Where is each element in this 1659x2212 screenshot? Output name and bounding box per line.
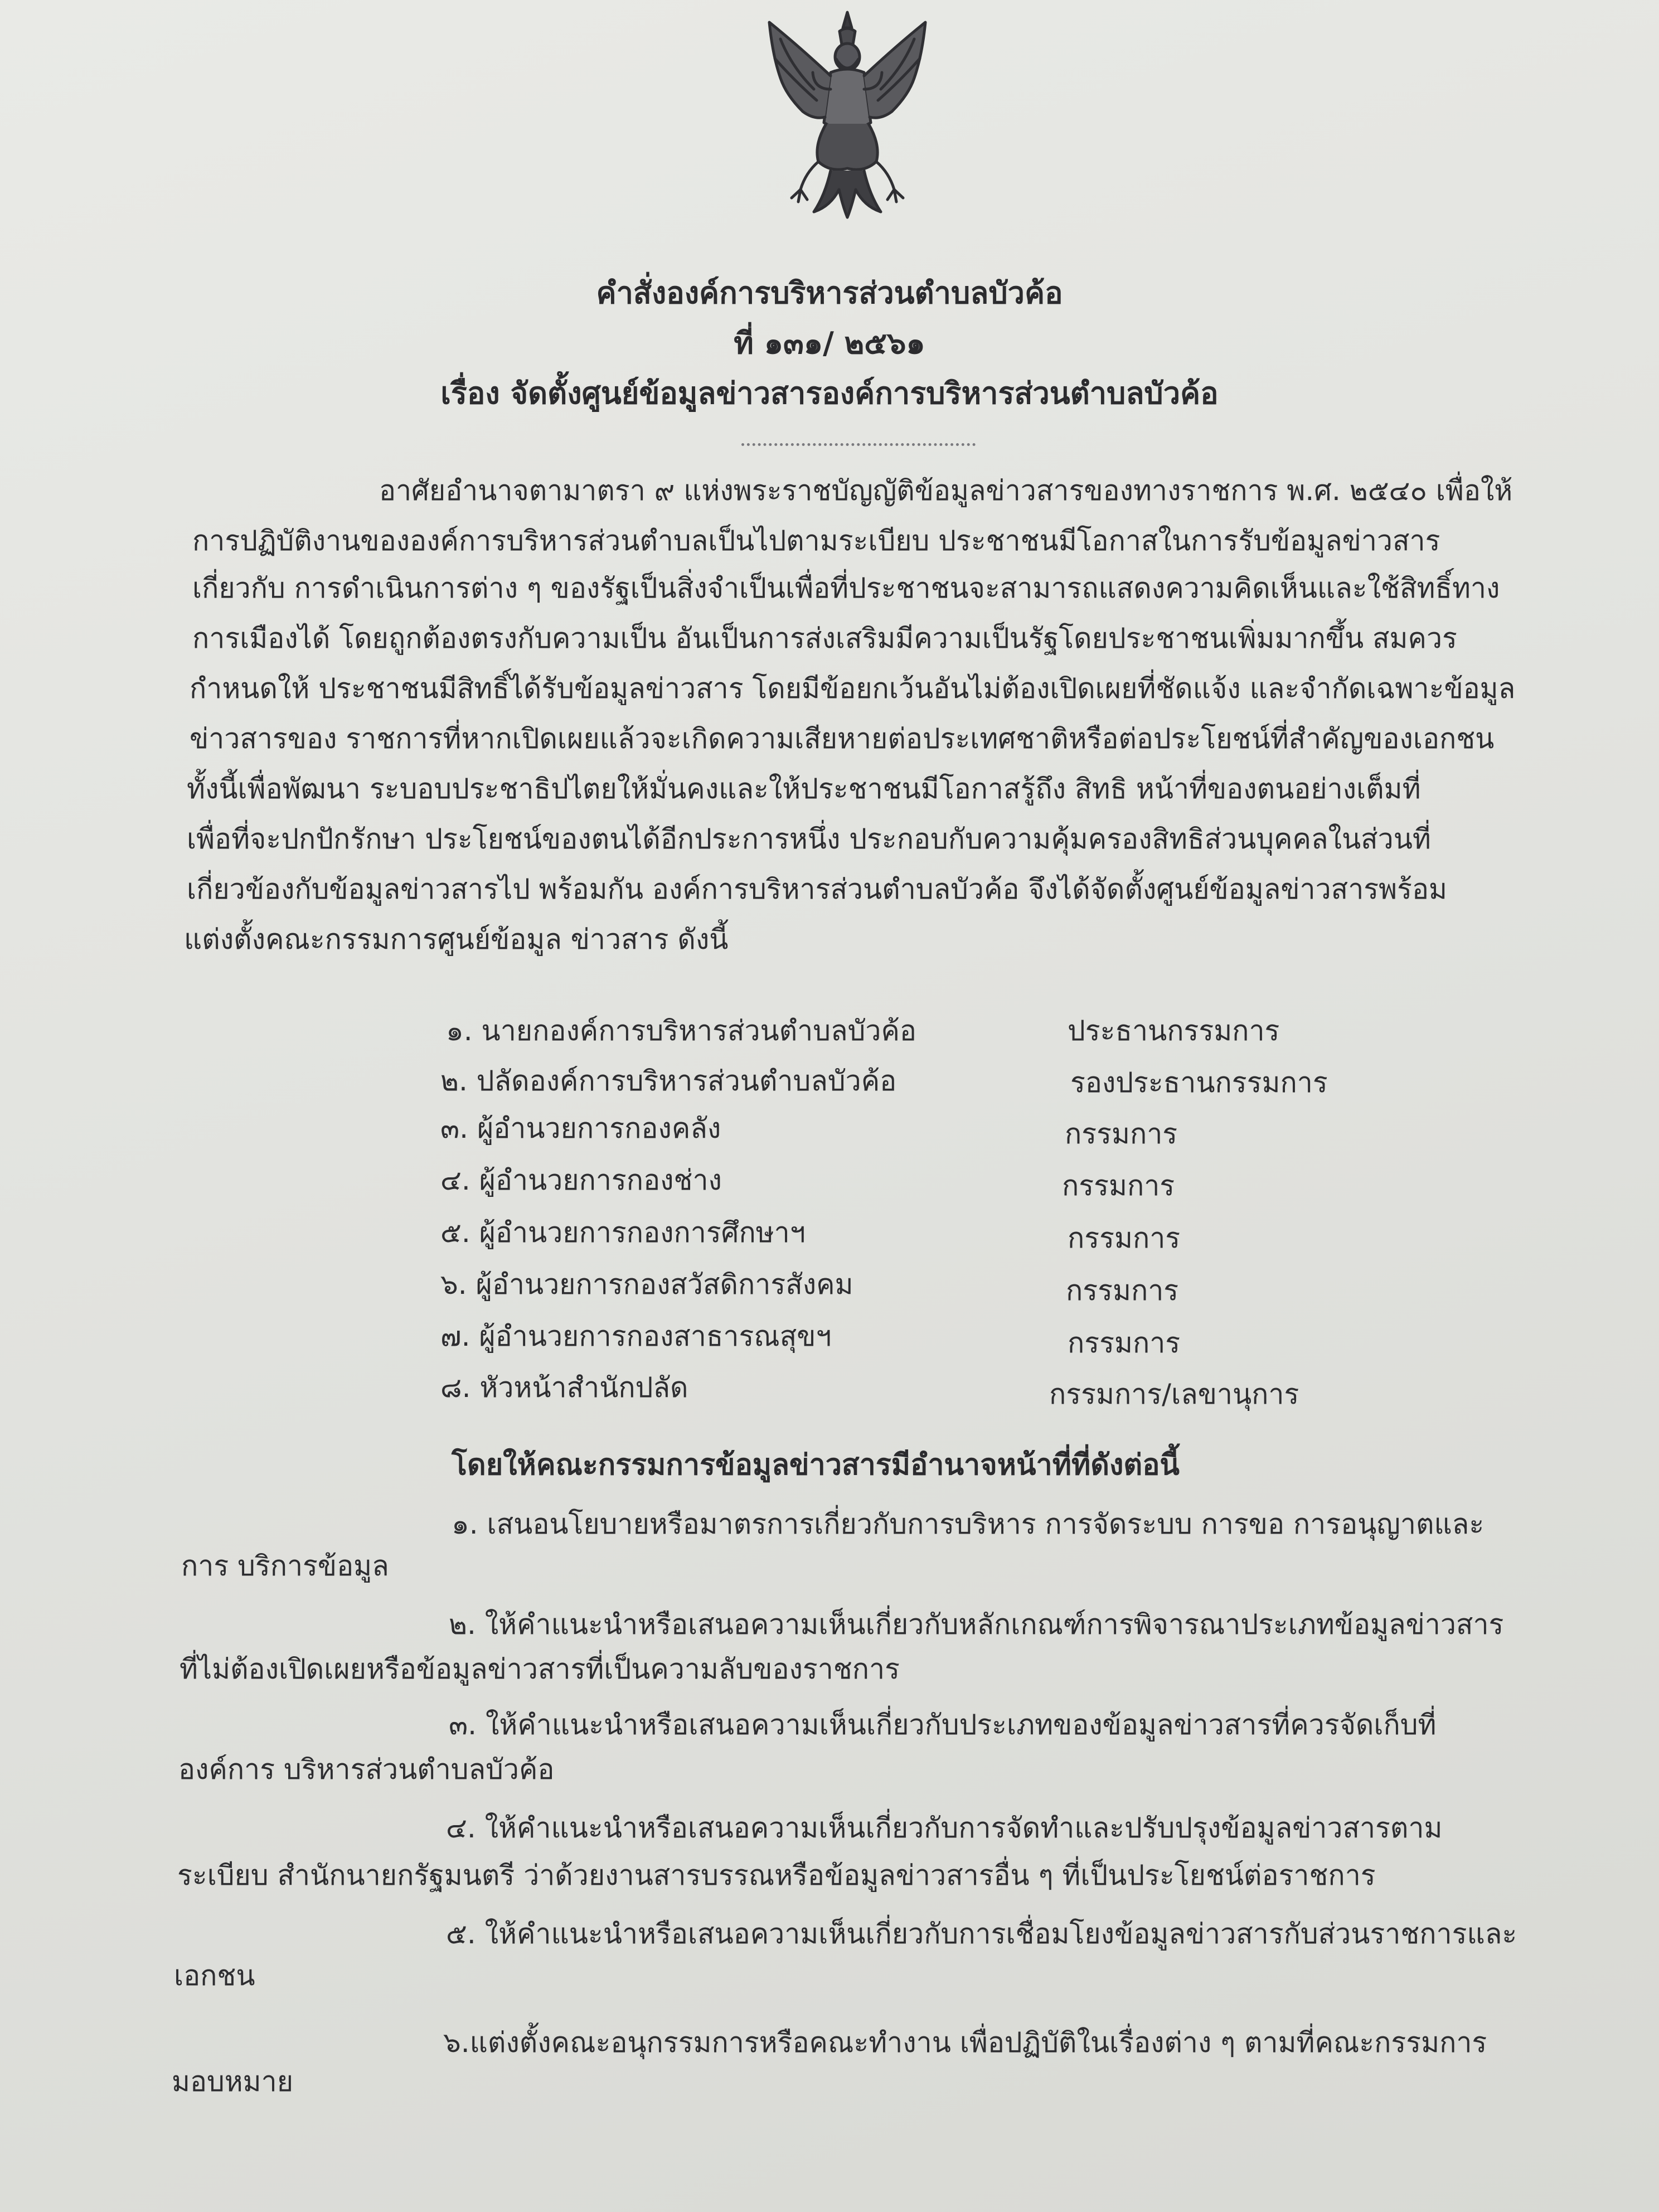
committee-member-name: ๓. ผู้อำนวยการกองคลัง xyxy=(440,1112,721,1144)
committee-member-name: ๘. หัวหน้าสำนักปลัด xyxy=(440,1371,688,1404)
order-number: ที่ ๑๓๑/ ๒๕๖๑ xyxy=(734,326,925,361)
duty-item-first-line: ๑. เสนอนโยบายหรือมาตรการเกี่ยวกับการบริหาร การจัดระบบ การขอ การอนุญาตและ xyxy=(452,1508,1485,1540)
duty-item-first-line: ๕. ให้คำแนะนำหรือเสนอความเห็นเกี่ยวกับการเชื่อมโยงข้อมูลข่าวสารกับส่วนราชการและ xyxy=(446,1918,1517,1950)
order-title: คำสั่งองค์การบริหารส่วนตำบลบัวค้อ xyxy=(596,275,1063,311)
duties-heading: โดยให้คณะกรรมการข้อมูลข่าวสารมีอำนาจหน้าที่ที่ดังต่อนี้ xyxy=(452,1448,1180,1482)
committee-member-role: กรรมการ/เลขานุการ xyxy=(1049,1378,1299,1410)
body-line: อาศัยอำนาจตามาตรา ๙ แห่งพระราชบัญญัติข้อมูลข่าวสารของทางราชการ พ.ศ. ๒๕๔๐ เพื่อให้ xyxy=(379,474,1513,507)
body-line: การปฏิบัติงานขององค์การบริหารส่วนตำบลเป็นไปตามระเบียบ ประชาชนมีโอกาสในการรับข้อมูลข่าวสาร xyxy=(192,525,1440,557)
committee-member-role: กรรมการ xyxy=(1068,1327,1181,1359)
duty-item-first-line: ๓. ให้คำแนะนำหรือเสนอความเห็นเกี่ยวกับประเภทของข้อมูลข่าวสารที่ควรจัดเก็บที่ xyxy=(449,1709,1437,1741)
committee-member-role: กรรมการ xyxy=(1062,1170,1175,1202)
body-line: เพื่อที่จะปกปักรักษา ประโยชน์ของตนได้อีกประการหนึ่ง ประกอบกับความคุ้มครองสิทธิส่วนบุคคลในส่วนที่ xyxy=(187,823,1431,855)
committee-member-name: ๒. ปลัดองค์การบริหารส่วนตำบลบัวค้อ xyxy=(440,1065,897,1097)
duty-item-second-line: องค์การ บริหารส่วนตำบลบัวค้อ xyxy=(178,1753,555,1786)
body-line: เกี่ยวข้องกับข้อมูลข่าวสารไป พร้อมกัน องค์การบริหารส่วนตำบลบัวค้อ จึงได้จัดตั้งศูนย์ข้อมูลข่าวสารพร้อม xyxy=(187,873,1447,905)
body-line: แต่งตั้งคณะกรรมการศูนย์ข้อมูล ข่าวสาร ดังนี้ xyxy=(184,923,729,955)
committee-member-name: ๑. นายกองค์การบริหารส่วนตำบลบัวค้อ xyxy=(446,1015,916,1047)
committee-member-role: รองประธานกรรมการ xyxy=(1070,1066,1328,1099)
garuda-emblem-icon xyxy=(747,6,948,223)
duty-item-first-line: ๔. ให้คำแนะนำหรือเสนอความเห็นเกี่ยวกับการจัดทำและปรับปรุงข้อมูลข่าวสารตาม xyxy=(446,1812,1443,1844)
order-subject: เรื่อง จัดตั้งศูนย์ข้อมูลข่าวสารองค์การบริหารส่วนตำบลบัวค้อ xyxy=(440,376,1219,411)
body-line: ทั้งนี้เพื่อพัฒนา ระบอบประชาธิปไตยให้มั่นคงและให้ประชาชนมีโอกาสรู้ถึง สิทธิ หน้าที่ของตนอย่างเต็มที่ xyxy=(187,773,1421,805)
committee-member-name: ๗. ผู้อำนวยการกองสาธารณสุขฯ xyxy=(440,1320,832,1352)
duty-item-first-line: ๒. ให้คำแนะนำหรือเสนอความเห็นเกี่ยวกับหลักเกณฑ์การพิจารณาประเภทข้อมูลข่าวสาร xyxy=(449,1608,1504,1641)
body-line: เกี่ยวกับ การดำเนินการต่าง ๆ ของรัฐเป็นสิ่งจำเป็นเพื่อที่ประชาชนจะสามารถแสดงความคิดเห็นและใช้สิทธิ์ทาง xyxy=(192,572,1500,604)
committee-member-role: กรรมการ xyxy=(1065,1118,1178,1150)
committee-member-role: กรรมการ xyxy=(1066,1274,1179,1307)
duty-item-second-line: มอบหมาย xyxy=(172,2065,294,2098)
body-line: กำหนดให้ ประชาชนมีสิทธิ์ได้รับข้อมูลข่าวสาร โดยมีข้อยกเว้นอันไม่ต้องเปิดเผยที่ชัดแจ้ง และจำกัดเฉพาะข้อมูล xyxy=(190,672,1516,705)
committee-member-name: ๔. ผู้อำนวยการกองช่าง xyxy=(440,1164,722,1196)
body-line: การเมืองได้ โดยถูกต้องตรงกับความเป็น อันเป็นการส่งเสริมมีความเป็นรัฐโดยประชาชนเพิ่มมากขึ้น สมควร xyxy=(192,622,1457,654)
committee-member-role: กรรมการ xyxy=(1068,1222,1181,1254)
committee-member-name: ๖. ผู้อำนวยการกองสวัสดิการสังคม xyxy=(440,1268,853,1301)
duty-item-second-line: เอกชน xyxy=(174,1959,255,1992)
committee-member-role: ประธานกรรมการ xyxy=(1068,1015,1280,1047)
committee-member-name: ๕. ผู้อำนวยการกองการศึกษาฯ xyxy=(440,1216,806,1249)
duty-item-first-line: ๖.แต่งตั้งคณะอนุกรรมการหรือคณะทำงาน เพื่อปฏิบัติในเรื่องต่าง ๆ ตามที่คณะกรรมการ xyxy=(443,2026,1487,2059)
duty-item-second-line: การ บริการข้อมูล xyxy=(181,1550,389,1582)
duty-item-second-line: ระเบียบ สำนักนายกรัฐมนตรี ว่าด้วยงานสารบรรณหรือข้อมูลข่าวสารอื่น ๆ ที่เป็นประโยชน์ต่อราชการ xyxy=(177,1859,1376,1891)
duty-item-second-line: ที่ไม่ต้องเปิดเผยหรือข้อมูลข่าวสารที่เป็นความลับของราชการ xyxy=(180,1653,900,1685)
body-line: ข่าวสารของ ราชการที่หากเปิดเผยแล้วจะเกิดความเสียหายต่อประเทศชาติหรือต่อประโยชน์ที่สำคัญของเอกชน xyxy=(190,722,1495,755)
header-divider xyxy=(741,443,976,446)
